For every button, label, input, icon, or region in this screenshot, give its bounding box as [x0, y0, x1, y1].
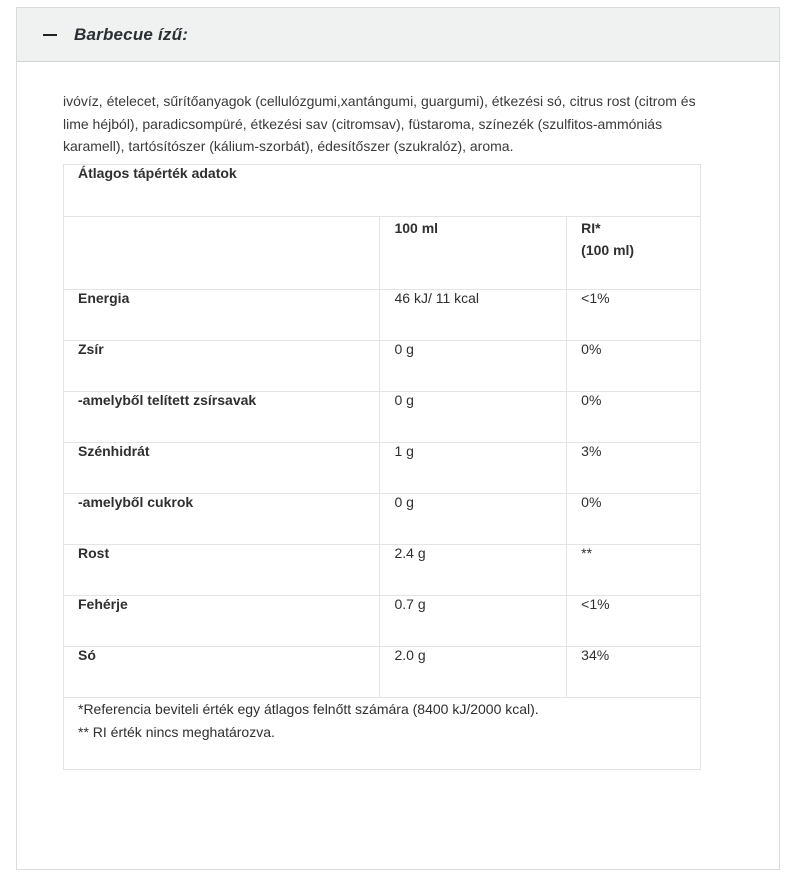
section-title: Barbecue ízű: [74, 24, 189, 44]
row-value: 2.0 g [380, 647, 567, 698]
row-value: 2.4 g [380, 545, 567, 596]
table-row [64, 596, 701, 647]
row-value: 0 g [380, 494, 567, 545]
table-row [64, 443, 701, 494]
table-row [64, 341, 701, 392]
accordion-header[interactable] [17, 8, 779, 62]
header-empty-cell [64, 217, 380, 290]
table-row [64, 494, 701, 545]
row-ri: <1% [567, 290, 701, 341]
table-row [64, 290, 701, 341]
header-100ml: 100 ml [380, 217, 567, 290]
row-ri: 0% [567, 392, 701, 443]
row-ri: <1% [567, 596, 701, 647]
row-label: -amelyből cukrok [64, 494, 380, 545]
table-caption-row [64, 165, 701, 217]
row-label: Zsír [64, 341, 380, 392]
row-value: 0 g [380, 392, 567, 443]
table-footnote [64, 698, 701, 770]
minus-icon[interactable] [43, 34, 57, 36]
table-header-row [64, 217, 701, 290]
table-row [64, 545, 701, 596]
row-ri: 34% [567, 647, 701, 698]
row-label: Fehérje [64, 596, 380, 647]
footnote-ri: ** RI érték nincs meghatározva. [78, 724, 275, 740]
row-value: 0.7 g [380, 596, 567, 647]
row-label: Só [64, 647, 380, 698]
row-ri: 0% [567, 494, 701, 545]
row-label: Energia [64, 290, 380, 341]
row-ri: 3% [567, 443, 701, 494]
row-label: Rost [64, 545, 380, 596]
row-value: 0 g [380, 341, 567, 392]
table-footnote-row [64, 698, 701, 770]
nutrition-table [63, 164, 701, 770]
row-value: 1 g [380, 443, 567, 494]
row-label: -amelyből telített zsírsavak [64, 392, 380, 443]
header-ri [567, 217, 701, 290]
header-ri-unit: (100 ml) [581, 242, 635, 258]
ingredients-text: ivóvíz, ételecet, sűrítőanyagok (cellulózgumi,xantángumi, guargumi), étkezési só, citrus rost (citrom és lime héjból), paradicsompüré, étkezési sav (citromsav), füstaroma, színezék (szulfitos-ammóniás karamell), tartósítószer (kálium-szorbát), édesítőszer (szukralóz), aroma. [63, 93, 696, 154]
table-caption: Átlagos tápérték adatok [64, 165, 701, 217]
table-row [64, 647, 701, 698]
row-value: 46 kJ/ 11 kcal [380, 290, 567, 341]
table-row [64, 392, 701, 443]
row-ri: 0% [567, 341, 701, 392]
footnote-reference: *Referencia beviteli érték egy átlagos felnőtt számára (8400 kJ/2000 kcal). [78, 701, 539, 717]
row-label: Szénhidrát [64, 443, 380, 494]
header-ri-label: RI* [581, 220, 601, 236]
row-ri: ** [567, 545, 701, 596]
